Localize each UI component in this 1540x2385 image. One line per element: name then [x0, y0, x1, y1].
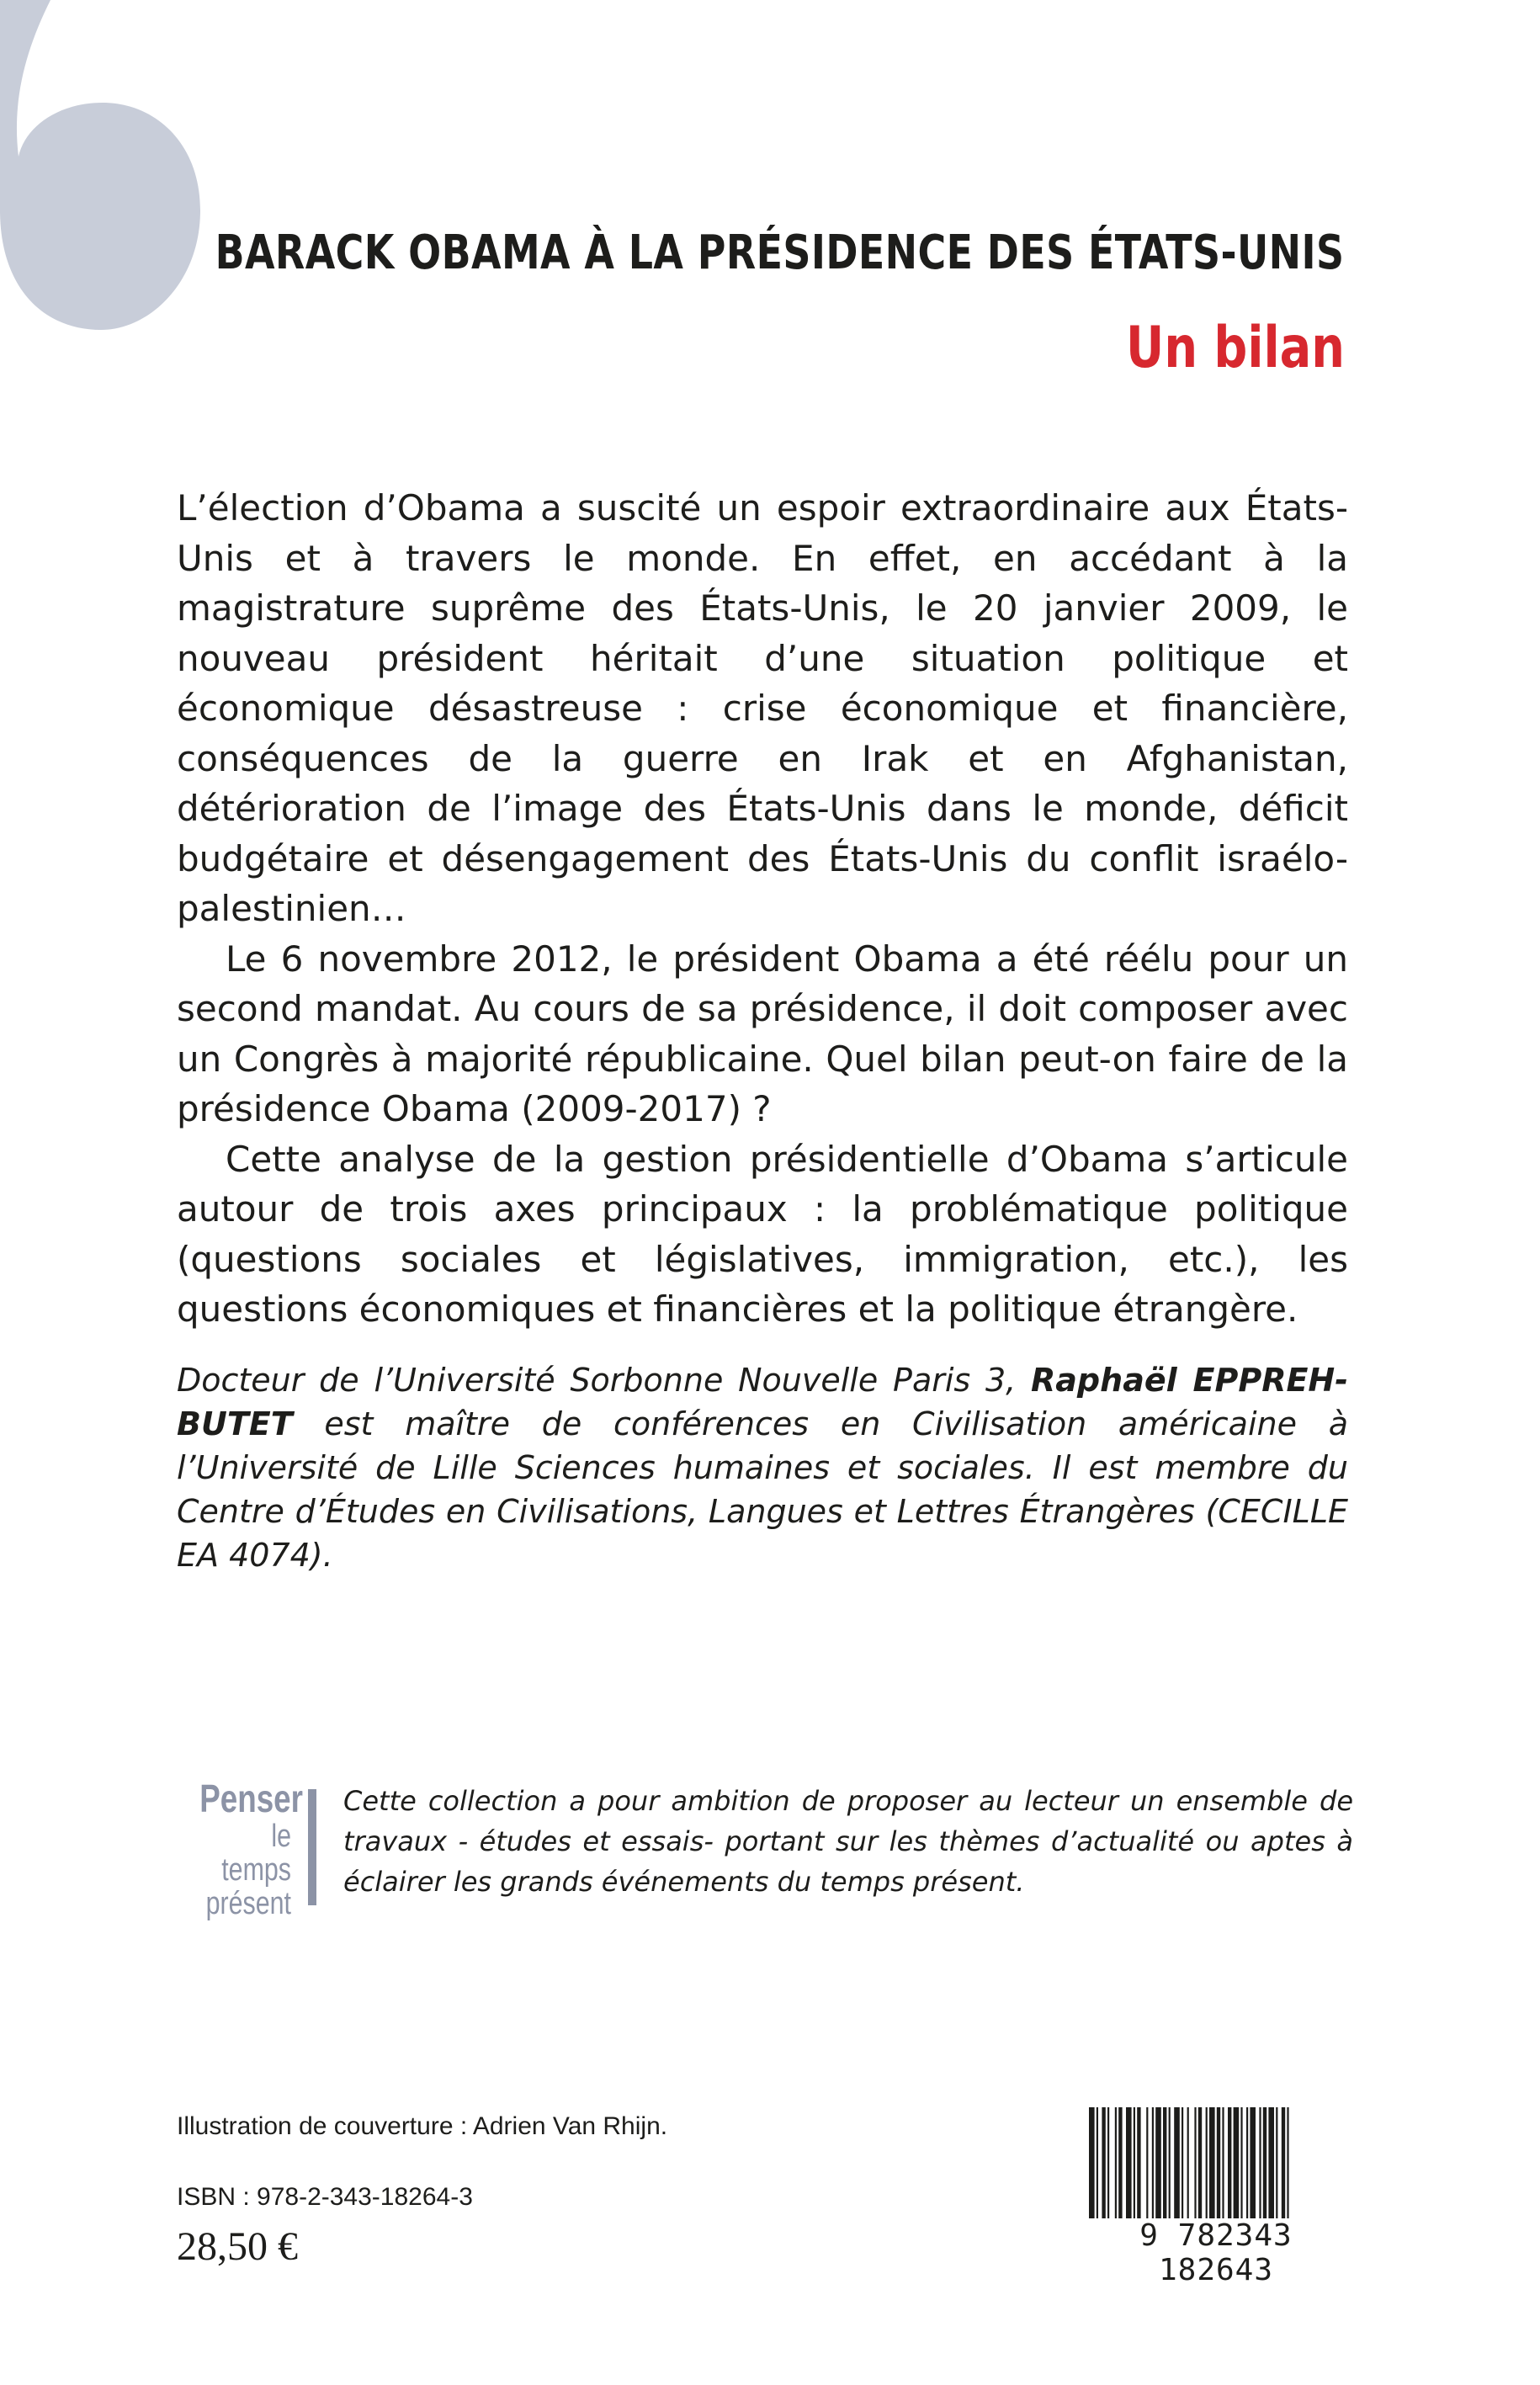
book-summary	[177, 483, 1348, 1335]
author-bio	[177, 1358, 1348, 1577]
collection-logo	[177, 1777, 303, 1921]
price: 28,50 €	[177, 2224, 298, 2269]
collection-logo-line2: le temps	[221, 1819, 291, 1888]
barcode-number: 9 782343 182643	[1077, 2218, 1355, 2287]
collection-divider	[308, 1789, 316, 1905]
author-name: Raphaël EPPREH-BUTET	[177, 1362, 1349, 1442]
summary-paragraph: L’élection d’Obama a suscité un espoir extraordinaire aux États-Unis et à travers le monde. En effet, en accédant à la magistrature suprême des États-Unis, le 20 janvier 2009, le nouveau président héritait d’une situation politique et économique désastreuse : crise économique et financière, conséquences de la guerre en Irak et en Afghanistan, détérioration de l’image des États-Unis dans le monde, déficit budgétaire et désengagement des États-Unis du conflit israélo-palestinien…	[177, 487, 1348, 929]
collection-logo-line1: Penser	[199, 1777, 303, 1820]
summary-paragraph: Le 6 novembre 2012, le président Obama a été réélu pour un second mandat. Au cours de sa présidence, il doit composer avec un Congrès à majorité républicaine. Quel bilan peut-on faire de la présidence Obama (2009-2017) ?	[177, 938, 1348, 1129]
author-intro: Docteur de l’Université Sorbonne Nouvelle Paris 3,	[177, 1362, 1032, 1399]
cover-credit: Illustration de couverture : Adrien Van Rhijn.	[177, 2112, 668, 2140]
collection-logo-line3: présent	[205, 1886, 291, 1921]
author-bio-text: est maître de conférences en Civilisation américaine à l’Université de Lille Sciences humaines et sociales. Il est membre du Centre d’Études en Civilisations, Langues et Lettres Étrangères (CECILLE EA 4074).	[177, 1405, 1348, 1574]
isbn: ISBN : 978-2-343-18264-3	[177, 2183, 473, 2211]
collection-description: Cette collection a pour ambition de proposer au lecteur un ensemble de travaux - études et essais- portant sur les thèmes d’actualité ou aptes à éclairer les grands événements du temps présent.	[343, 1785, 1353, 1898]
collection-block	[177, 1777, 1355, 1921]
book-subtitle: Un bilan	[1126, 315, 1345, 381]
quotation-mark-icon	[0, 0, 202, 353]
book-title: BARACK OBAMA À LA PRÉSIDENCE DES ÉTATS-UNIS	[215, 226, 1345, 280]
summary-paragraph: Cette analyse de la gestion présidentielle d’Obama s’articule autour de trois axes principaux : la problématique politique (questions sociales et législatives, immigration, etc.), les questions économiques et financières et la politique étrangère.	[177, 1138, 1348, 1330]
